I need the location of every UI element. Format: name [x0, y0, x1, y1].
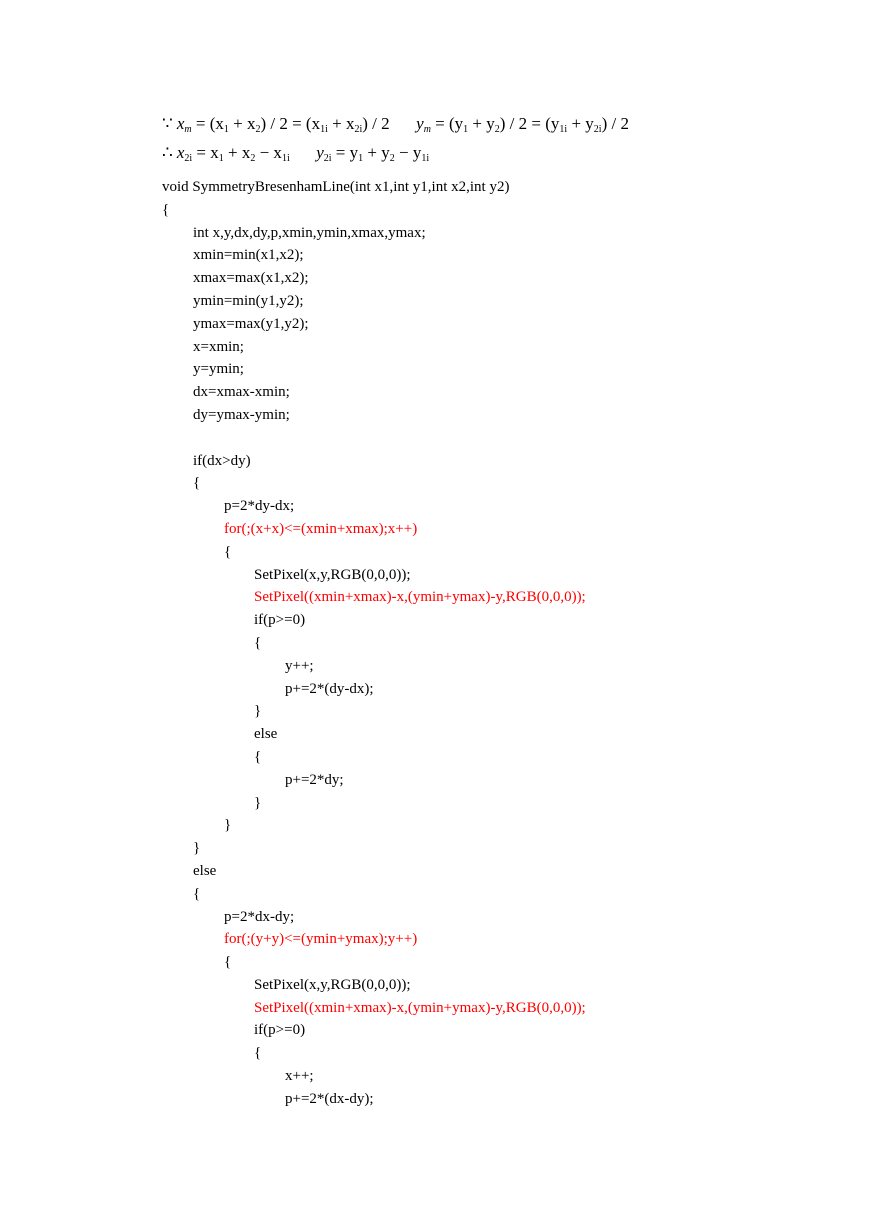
- sub: 1i: [421, 153, 430, 164]
- sub: 1i: [281, 153, 290, 164]
- code-line: if(p>=0): [254, 1022, 306, 1039]
- sub: 1i: [559, 124, 568, 135]
- formula-part: + x: [332, 114, 355, 133]
- sub: 1: [358, 153, 364, 164]
- therefore-symbol: ∴: [162, 143, 173, 162]
- code-line: }: [193, 840, 201, 857]
- formula-part: = (x: [195, 114, 224, 133]
- code-block: [162, 176, 586, 1111]
- code-line: x=xmin;: [193, 338, 244, 355]
- code-line: dy=ymax-ymin;: [193, 406, 290, 423]
- formula-part: + y: [571, 114, 594, 133]
- code-line: }: [254, 703, 262, 720]
- sub: 2i: [354, 124, 363, 135]
- var-x: x: [176, 143, 185, 162]
- var-x: x: [176, 114, 185, 133]
- code-line: {: [254, 748, 262, 765]
- formula-part: + x: [228, 143, 251, 162]
- formula-part: ) / 2: [362, 114, 390, 133]
- sub: 2: [250, 153, 256, 164]
- formula-part: + x: [233, 114, 256, 133]
- code-line: else: [254, 726, 278, 743]
- formula-because: [162, 114, 629, 134]
- code-line: [162, 427, 586, 450]
- code-line: if(p>=0): [254, 612, 306, 629]
- var-y: y: [316, 143, 324, 162]
- formula-part: ) / 2 = (y: [499, 114, 560, 133]
- formula-part: = x: [196, 143, 219, 162]
- code-line-highlighted: SetPixel((xmin+xmax)-x,(ymin+ymax)-y,RGB(0,0,0));: [254, 589, 586, 606]
- formula-part: + y: [472, 114, 495, 133]
- code-line: {: [254, 1045, 262, 1062]
- formula-part: − x: [259, 143, 282, 162]
- code-line: p+=2*dy;: [285, 771, 344, 788]
- code-line: p=2*dy-dx;: [224, 498, 295, 515]
- code-line: p+=2*(dy-dx);: [285, 680, 374, 697]
- sub: 2i: [323, 153, 332, 164]
- formula-part: = (y: [435, 114, 464, 133]
- formula-part: ) / 2: [601, 114, 629, 133]
- formula-part: ) / 2 = (x: [260, 114, 321, 133]
- code-line: {: [224, 543, 232, 560]
- code-line: xmax=max(x1,x2);: [193, 270, 309, 287]
- code-line: void SymmetryBresenhamLine(int x1,int y1,int x2,int y2): [162, 179, 510, 195]
- code-line: SetPixel(x,y,RGB(0,0,0));: [254, 566, 411, 583]
- sub-m: m: [184, 124, 192, 135]
- code-line: {: [162, 201, 170, 218]
- sub: 2i: [593, 124, 602, 135]
- code-line: {: [224, 954, 232, 971]
- code-line: {: [254, 634, 262, 651]
- code-line: x++;: [285, 1068, 314, 1085]
- code-line: {: [193, 475, 201, 492]
- code-line: {: [193, 885, 201, 902]
- code-line: }: [254, 794, 262, 811]
- formula-therefore: [162, 143, 429, 163]
- code-line: ymin=min(y1,y2);: [193, 292, 304, 309]
- var-y: y: [416, 114, 424, 133]
- formula-part: − y: [398, 143, 422, 162]
- code-line: int x,y,dx,dy,p,xmin,ymin,xmax,ymax;: [193, 224, 426, 241]
- code-line: p+=2*(dx-dy);: [285, 1090, 374, 1107]
- code-line: SetPixel(x,y,RGB(0,0,0));: [254, 976, 411, 993]
- sub: 1: [223, 124, 229, 135]
- code-line-highlighted: for(;(x+x)<=(xmin+xmax);x++): [224, 520, 418, 537]
- sub: 2: [389, 153, 395, 164]
- code-line: }: [224, 817, 232, 834]
- sub: 2: [494, 124, 500, 135]
- formula-part: = y: [335, 143, 359, 162]
- formula-part: + y: [367, 143, 390, 162]
- code-line: xmin=min(x1,x2);: [193, 247, 304, 264]
- code-line: y++;: [285, 657, 314, 674]
- sub-m: m: [423, 124, 431, 135]
- code-line-highlighted: for(;(y+y)<=(ymin+ymax);y++): [224, 931, 418, 948]
- sub: 2i: [184, 153, 193, 164]
- code-line: y=ymin;: [193, 361, 244, 378]
- sub: 1: [218, 153, 224, 164]
- code-line: dx=xmax-xmin;: [193, 384, 290, 401]
- because-symbol: ∵: [162, 114, 173, 133]
- sub: 1: [463, 124, 469, 135]
- code-line: p=2*dx-dy;: [224, 908, 295, 925]
- code-line: ymax=max(y1,y2);: [193, 315, 309, 332]
- sub: 2: [255, 124, 261, 135]
- code-line: else: [193, 862, 217, 879]
- code-line: if(dx>dy): [193, 452, 251, 469]
- code-line-highlighted: SetPixel((xmin+xmax)-x,(ymin+ymax)-y,RGB(0,0,0));: [254, 999, 586, 1016]
- sub: 1i: [320, 124, 328, 135]
